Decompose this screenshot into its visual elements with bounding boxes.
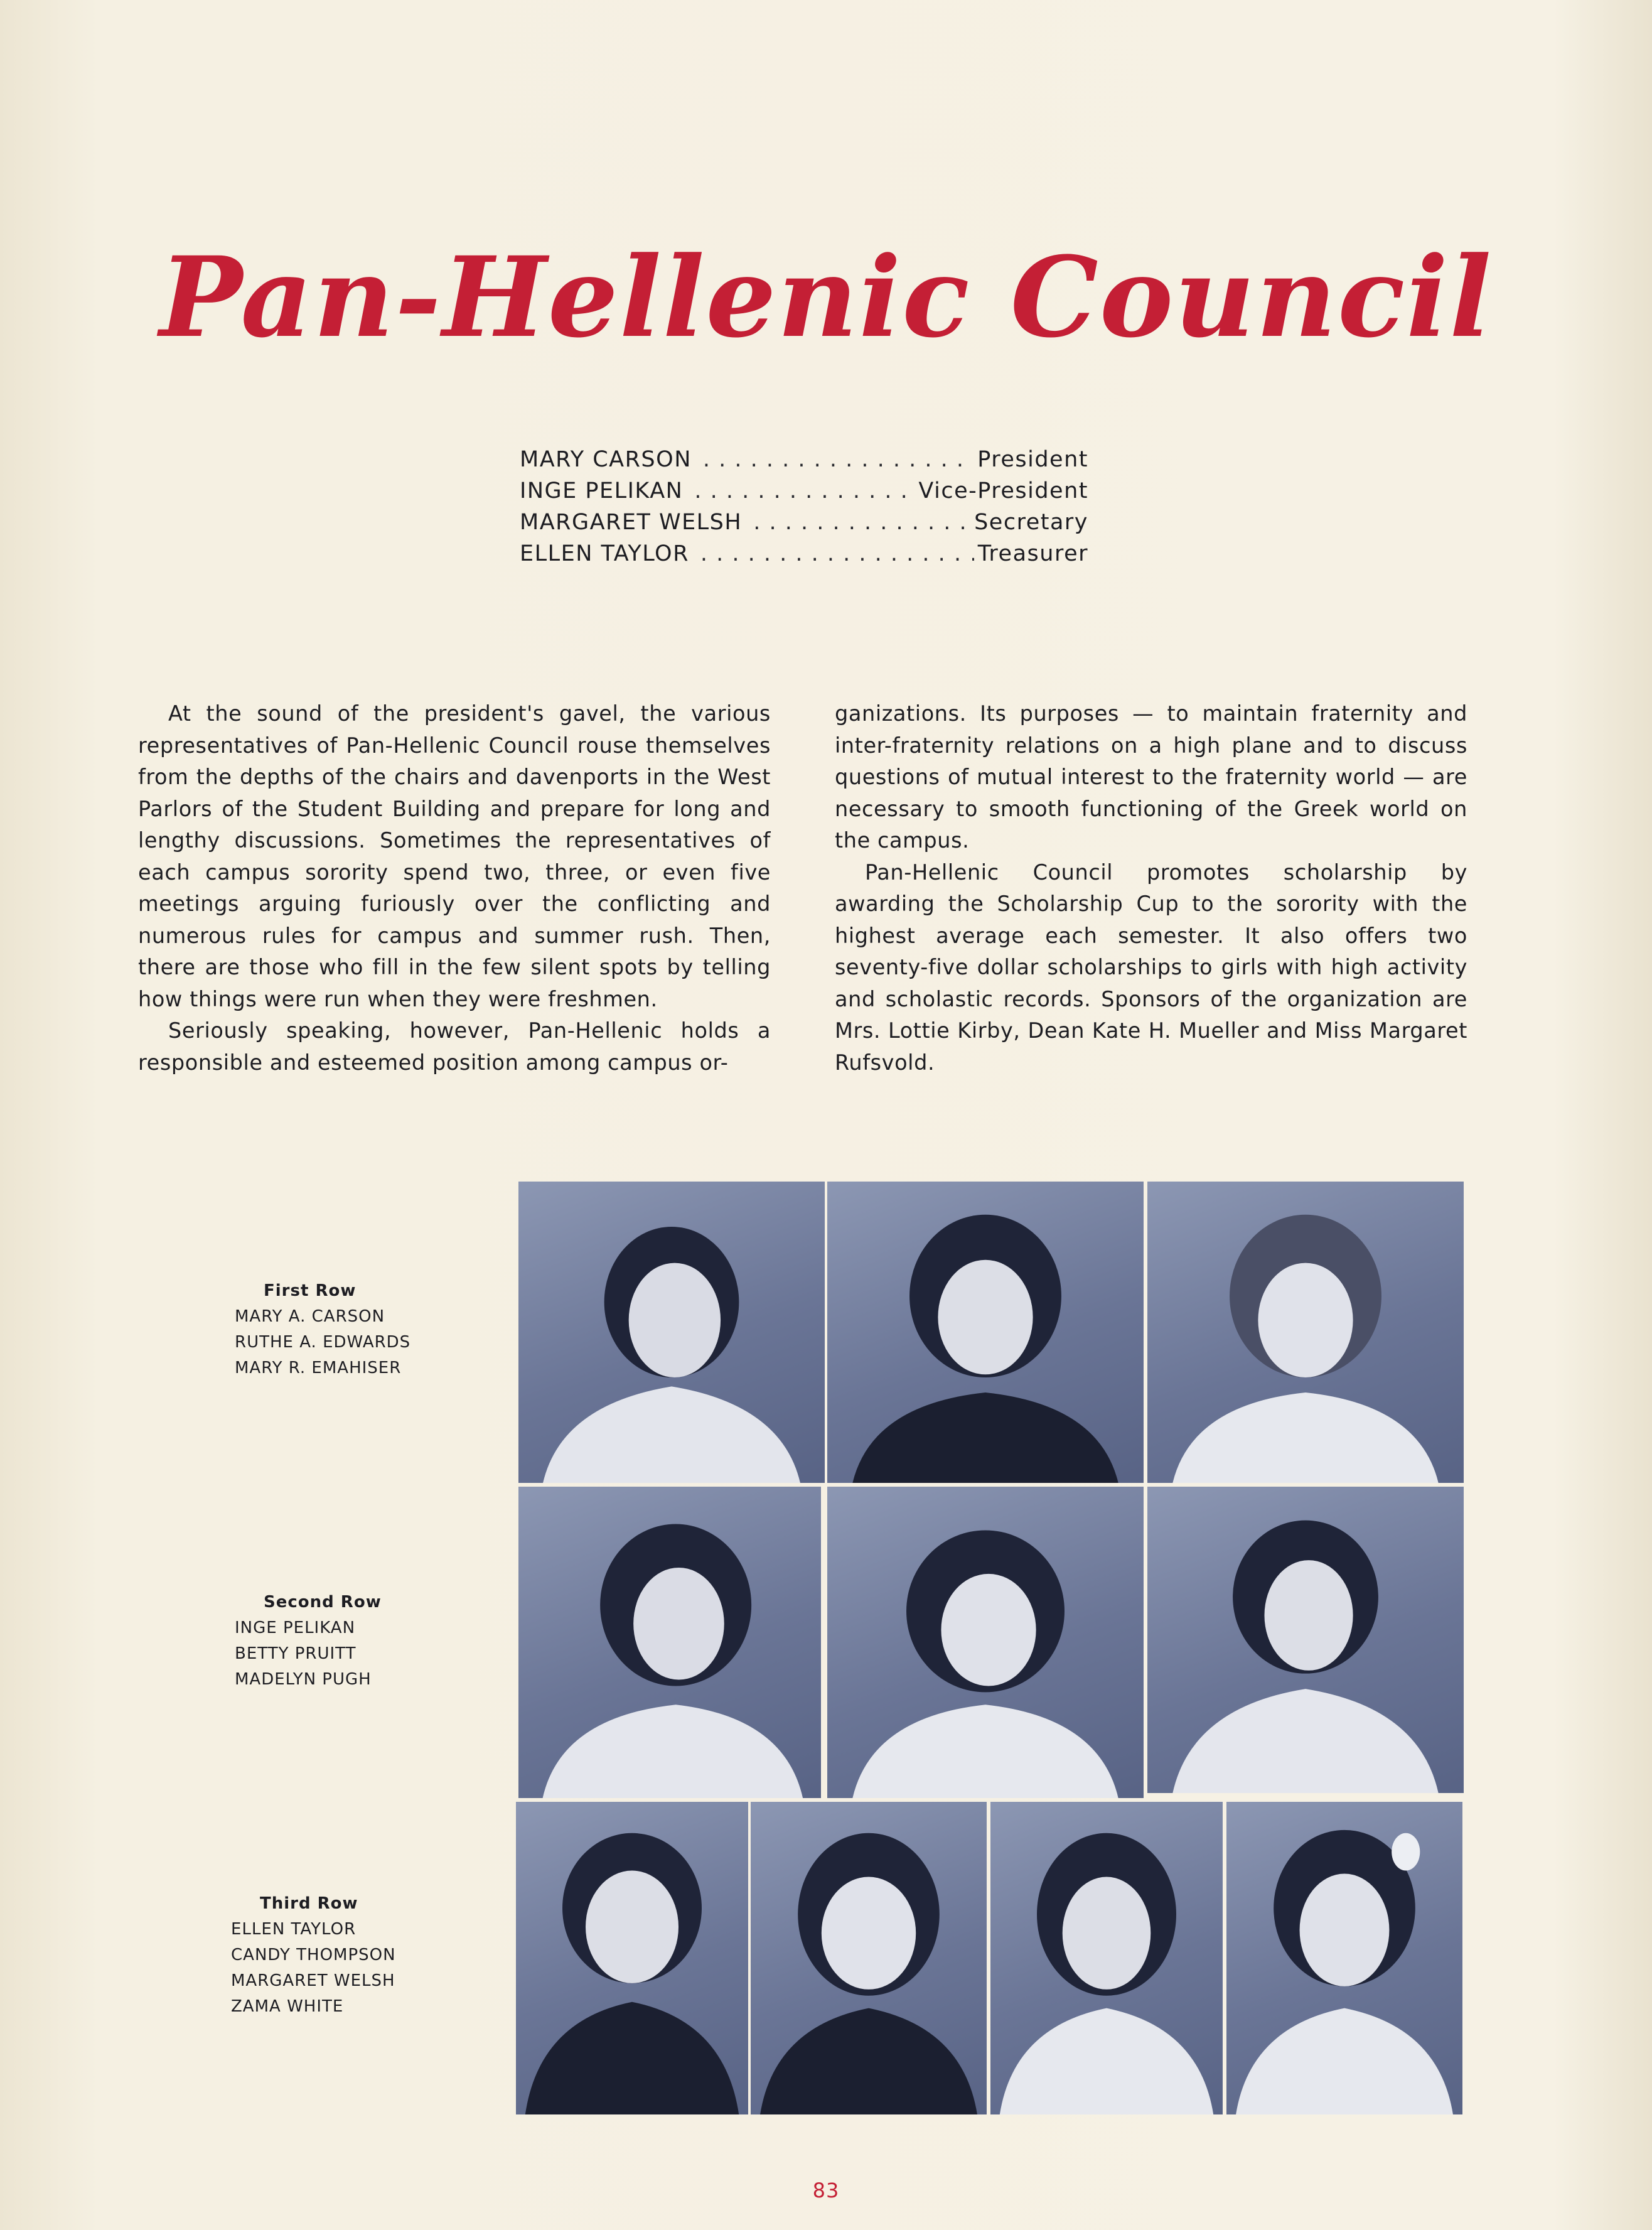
- portrait-silhouette: [751, 1802, 987, 2114]
- officer-row: [520, 447, 1088, 478]
- portrait-silhouette: [990, 1802, 1223, 2114]
- portrait-silhouette: [518, 1182, 825, 1483]
- page-number: 83: [812, 2179, 840, 2202]
- row-caption-third: [231, 1891, 396, 2020]
- caption-name: INGE PELIKAN: [235, 1619, 356, 1637]
- officer-role: Secretary: [974, 510, 1088, 535]
- portrait-silhouette: [518, 1487, 821, 1798]
- caption-name: MADELYN PUGH: [235, 1670, 372, 1689]
- officer-name: ELLEN TAYLOR: [520, 541, 689, 566]
- portrait-photo: [518, 1487, 821, 1798]
- body-paragraph: Pan-Hellenic Council promotes scholarship by awarding the Scholarship Cup to the sorority with the highest average each semester. It also offers two seventy-five dollar scholarships to girls with high activity and scholastic records. Sponsors of the organization are Mrs. Lottie Kirby, Dean Kate H. Mueller and Miss Margaret Rufsvold.: [835, 859, 1467, 1075]
- caption-name: RUTHE A. EDWARDS: [235, 1333, 411, 1352]
- portrait-photo: [827, 1487, 1144, 1798]
- body-column-left: [138, 698, 771, 1079]
- officer-name: MARY CARSON: [520, 447, 692, 472]
- row-caption-heading: First Row: [264, 1281, 357, 1300]
- page-title: Pan-Hellenic Council: [159, 232, 1493, 362]
- portrait-silhouette: [827, 1182, 1144, 1483]
- officer-row: [520, 478, 1088, 510]
- officer-role: President: [977, 447, 1088, 472]
- leader-dots: [694, 478, 914, 504]
- row-caption-heading: Second Row: [264, 1593, 382, 1612]
- portrait-photo: [827, 1182, 1144, 1483]
- caption-name: CANDY THOMPSON: [231, 1946, 396, 1964]
- body-paragraph: At the sound of the president's gavel, the various representatives of Pan-Hellenic Council rouse themselves from the depths of the chairs and davenports in the West Parlors of the Student Building and prepare for long and lengthy discussions. Sometimes the representatives of each campus sorority spend two, three, or even five meetings arguing furiously over the conflicting and numerous rules for campus and summer rush. Then, there are those who fill in the few silent spots by telling how things were run when they were freshmen.: [138, 701, 771, 1011]
- leader-dots: [703, 447, 973, 472]
- portrait-photo: [751, 1802, 987, 2114]
- caption-name: BETTY PRUITT: [235, 1644, 357, 1663]
- row-caption-first: [235, 1278, 410, 1381]
- portrait-photo: [518, 1182, 825, 1483]
- caption-name: MARGARET WELSH: [231, 1971, 395, 1990]
- portrait-photo: [1226, 1802, 1462, 2114]
- officers-list: [520, 447, 1088, 573]
- officer-row: [520, 510, 1088, 541]
- row-caption-heading: Third Row: [260, 1894, 358, 1913]
- portrait-photo: [1147, 1487, 1464, 1793]
- row-caption-second: [235, 1590, 382, 1693]
- officer-row: [520, 541, 1088, 573]
- caption-name: ELLEN TAYLOR: [231, 1920, 357, 1939]
- caption-name: ZAMA WHITE: [231, 1997, 344, 2016]
- officer-role: Vice-President: [918, 478, 1088, 504]
- caption-name: MARY R. EMAHISER: [235, 1359, 402, 1377]
- portrait-silhouette: [1147, 1487, 1464, 1793]
- portrait-silhouette: [516, 1802, 748, 2114]
- leader-dots: [753, 510, 970, 535]
- body-column-right: [835, 698, 1467, 1079]
- caption-name: MARY A. CARSON: [235, 1307, 385, 1326]
- officer-role: Treasurer: [977, 541, 1088, 566]
- portrait-silhouette: [1147, 1182, 1464, 1483]
- portrait-photo: [516, 1802, 748, 2114]
- portrait-photo: [990, 1802, 1223, 2114]
- portrait-silhouette: [827, 1487, 1144, 1798]
- body-paragraph: ganizations. Its purposes — to maintain fraternity and inter-fraternity relations on a high plane and to discuss questions of mutual interest to the fraternity world — are necessary to smooth functioning of the Greek world on the campus.: [835, 701, 1467, 853]
- portrait-photo: [1147, 1182, 1464, 1483]
- officer-name: INGE PELIKAN: [520, 478, 684, 504]
- body-paragraph: Seriously speaking, however, Pan-Hellenic holds a responsible and esteemed position among campus or-: [138, 1018, 771, 1075]
- leader-dots: [700, 541, 974, 566]
- portrait-silhouette: [1226, 1802, 1462, 2114]
- officer-name: MARGARET WELSH: [520, 510, 743, 535]
